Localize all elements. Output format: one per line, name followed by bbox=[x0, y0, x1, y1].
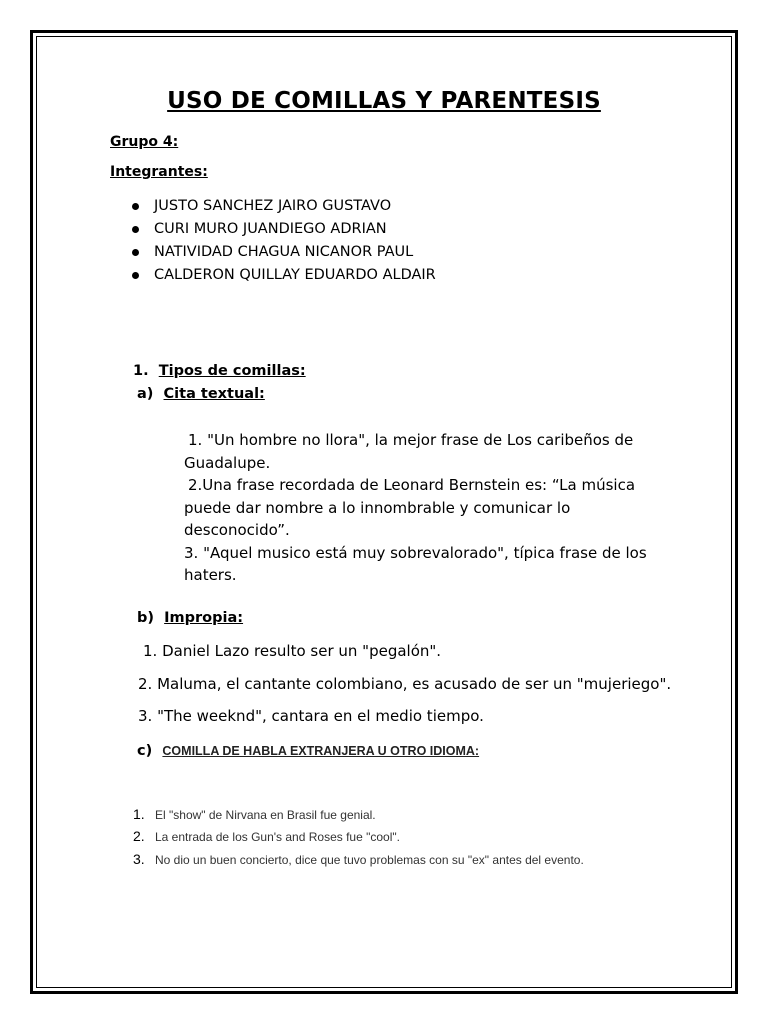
item-number: 3. bbox=[133, 851, 145, 867]
section-1-heading bbox=[133, 363, 306, 379]
section-label: COMILLA DE HABLA EXTRANJERA U OTRO IDIOMA: bbox=[162, 744, 480, 758]
section-label: Impropia: bbox=[164, 610, 244, 626]
section-c-heading bbox=[137, 740, 479, 759]
bullet-icon bbox=[132, 249, 139, 256]
bullet-icon bbox=[132, 203, 139, 210]
list-item bbox=[133, 849, 584, 868]
item-text: El "show" de Nirvana en Brasil fue genial. bbox=[155, 808, 376, 822]
list-item bbox=[133, 804, 376, 823]
section-label: Tipos de comillas: bbox=[158, 363, 306, 379]
list-item bbox=[130, 241, 436, 264]
members-list bbox=[130, 195, 436, 287]
item-text: No dio un buen concierto, dice que tuvo problemas con su "ex" antes del evento. bbox=[155, 853, 584, 867]
section-letter: c) bbox=[137, 743, 153, 759]
document-title: USO DE COMILLAS Y PARENTESIS bbox=[167, 88, 601, 114]
bullet-icon bbox=[132, 272, 139, 279]
item-number: 1. bbox=[133, 806, 145, 822]
section-b-heading bbox=[137, 610, 243, 626]
list-item: 1. "Un hombre no llora", la mejor frase de Los caribeños de Guadalupe. bbox=[184, 431, 634, 472]
member-name: CURI MURO JUANDIEGO ADRIAN bbox=[154, 221, 387, 237]
section-letter: b) bbox=[137, 610, 155, 626]
list-item: 1. Daniel Lazo resulto ser un "pegalón". bbox=[143, 642, 442, 660]
item-number: 2. bbox=[133, 828, 145, 844]
section-a-heading bbox=[137, 386, 265, 402]
members-label: Integrantes: bbox=[110, 164, 208, 180]
list-item: 3. "The weeknd", cantara en el medio tiempo. bbox=[138, 707, 484, 725]
list-item bbox=[133, 826, 400, 845]
cita-textual-items bbox=[184, 429, 654, 587]
list-item bbox=[130, 195, 436, 218]
list-item bbox=[130, 218, 436, 241]
member-name: JUSTO SANCHEZ JAIRO GUSTAVO bbox=[154, 198, 392, 214]
bullet-icon bbox=[132, 226, 139, 233]
list-item: 2. Maluma, el cantante colombiano, es acusado de ser un "mujeriego". bbox=[138, 675, 672, 693]
member-name: NATIVIDAD CHAGUA NICANOR PAUL bbox=[154, 244, 414, 260]
list-item: 3. "Aquel musico está muy sobrevalorado", típica frase de los haters. bbox=[184, 543, 647, 584]
section-number: 1. bbox=[133, 363, 149, 379]
item-text: La entrada de los Gun's and Roses fue "cool". bbox=[155, 830, 400, 844]
group-label: Grupo 4: bbox=[110, 134, 179, 150]
section-letter: a) bbox=[137, 386, 154, 402]
member-name: CALDERON QUILLAY EDUARDO ALDAIR bbox=[154, 267, 436, 283]
list-item: 2.Una frase recordada de Leonard Bernstein es: “La música puede dar nombre a lo innombrable y comunicar lo desconocido”. bbox=[184, 476, 636, 539]
section-label: Cita textual: bbox=[163, 386, 265, 402]
list-item bbox=[130, 264, 436, 287]
